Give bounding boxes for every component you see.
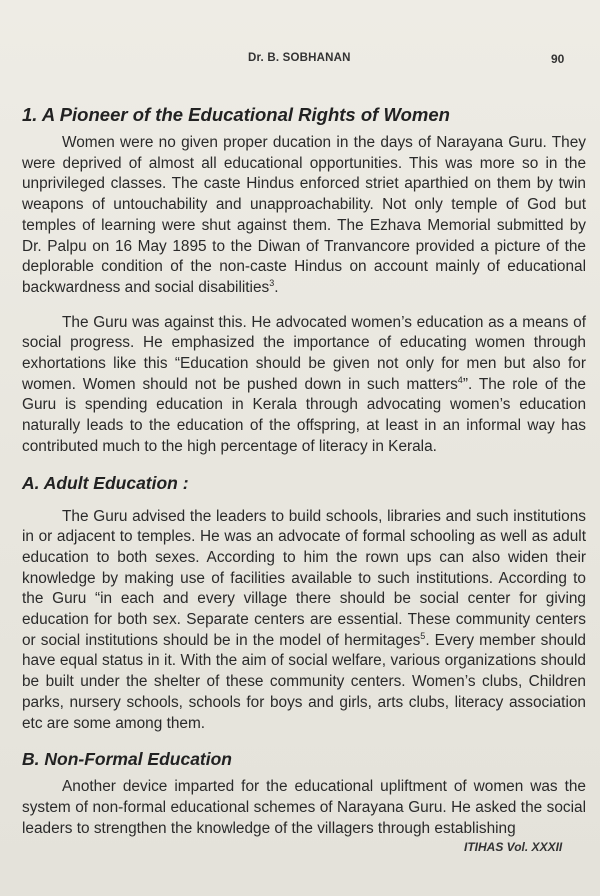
paragraph — [22, 133, 586, 299]
section-title-adult-education: A. Adult Education : — [22, 472, 189, 493]
paragraph-text: The Guru advised the leaders to build schools, libraries and such institutions in or adjacent to temples. He was an advocate of formal schooling as well as adult education to both sexes. According to him the rown ups can also widen their knowledge by making use of facilities available to such institutions. According to the Guru “in each and every village there should be social center for giving education for both sex. Separate centers are essential. These community centers or social institutions should be in the model of hermitages — [22, 507, 586, 649]
footnote-ref: 5 — [420, 630, 426, 641]
paragraph — [22, 313, 586, 458]
footnote-ref: 3 — [269, 277, 275, 288]
section-title-pioneer: 1. A Pioneer of the Educational Rights of Women — [22, 104, 450, 125]
paragraph-text: Another device imparted for the educational upliftment of women was the system of non-formal educational schemes of Narayana Guru. He asked the social leaders to strengthen the knowledge of the villagers through establishing — [22, 778, 586, 837]
footnote-ref: 4 — [457, 374, 463, 385]
article-body — [22, 104, 586, 853]
running-header — [0, 52, 600, 70]
paragraph-text-tail: ”. The role of the Guru is spending education in Kerala through advocating women’s education naturally leads to the education of the offspring, at least in an informal way has contributed much to the high percentage of literacy in Kerala. — [22, 375, 586, 455]
journal-footer: ITIHAS Vol. XXXII — [464, 840, 563, 854]
page-number: 90 — [551, 52, 565, 66]
paragraph — [22, 777, 586, 839]
author-name: Dr. B. SOBHANAN — [248, 52, 351, 64]
paragraph-text: Women were no given proper ducation in the days of Narayana Guru. They were deprived of almost all educational opportunities. This was more so in the unprivileged classes. The caste Hindus enforced striet aparthied on them by twin weapons of untouchability and unapproachability. Not only temple of God but temples of learning were shut against them. The Ezhava Memorial submitted by Dr. Palpu on 16 May 1895 to the Diwan of Tranvancore provided a picture of the deplorable condition of the non-caste Hindus on account mainly of educational backwardness and social disabilities — [22, 134, 586, 296]
section-title-non-formal-education: B. Non-Formal Education — [22, 749, 232, 770]
paragraph-text-tail: . — [274, 278, 279, 296]
paragraph-text-tail: . Every member should have equal status in it. With the aim of social welfare, various organizations should be built under the shelter of these community centers. Women’s clubs, Children parks, nursery schools, schools for boys and girls, arts clubs, literacy association etc are some among them. — [22, 631, 586, 732]
paragraph — [22, 507, 586, 735]
paragraph-text: The Guru was against this. He advocated women’s education as a means of social progress. He emphasized the importance of educating women through exhortations like this “Education should be given not only for men but also for women. Women should not be pushed down in such matters — [22, 313, 586, 393]
